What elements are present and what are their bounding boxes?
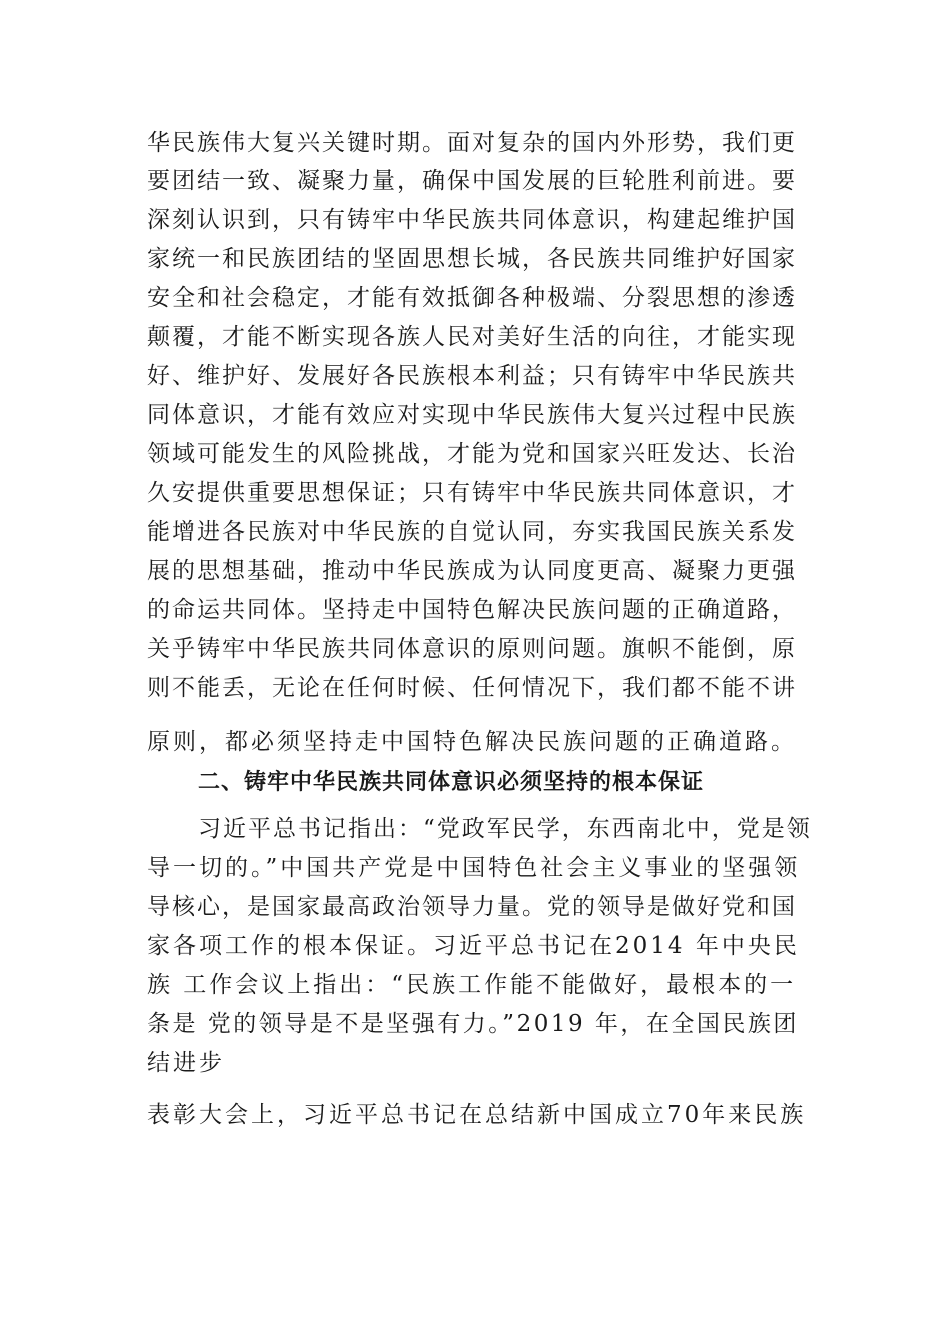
text-line: 展的思想基础，推动中华民族成为认同度更高、凝聚力更强 xyxy=(147,558,797,584)
text-line: 家各项工作的根本保证。习近平总书记在2014 年中央民 xyxy=(147,933,800,959)
text-line: 安全和社会稳定，才能有效抵御各种极端、分裂思想的渗透 xyxy=(147,285,797,311)
text-line: 领域可能发生的风险挑战，才能为党和国家兴旺发达、长治 xyxy=(147,441,797,467)
text-line: 结进步 xyxy=(147,1050,225,1076)
text-line: 导核心，是国家最高政治领导力量。党的领导是做好党和国 xyxy=(147,894,797,920)
text-line: 原则，都必须坚持走中国特色解决民族问题的正确道路。 xyxy=(147,729,797,755)
text-line: 能增进各民族对中华民族的自觉认同，夯实我国民族关系发 xyxy=(147,519,797,545)
text-line: 华民族伟大复兴关键时期。面对复杂的国内外形势，我们更 xyxy=(147,130,797,156)
text-line: 颠覆，才能不断实现各族人民对美好生活的向往，才能实现 xyxy=(147,324,797,350)
text-line: 的命运共同体。坚持走中国特色解决民族问题的正确道路， xyxy=(147,597,797,623)
text-line: 家统一和民族团结的坚固思想长城，各民族共同维护好国家 xyxy=(147,246,797,272)
section-heading: 二、铸牢中华民族共同体意识必须坚持的根本保证 xyxy=(198,770,705,795)
text-line: 久安提供重要思想保证；只有铸牢中华民族共同体意识，才 xyxy=(147,480,797,506)
text-line: 习近平总书记指出：“党政军民学，东西南北中，党是领 xyxy=(198,816,812,842)
text-line: 关乎铸牢中华民族共同体意识的原则问题。旗帜不能倒，原 xyxy=(147,636,797,662)
text-line: 深刻认识到，只有铸牢中华民族共同体意识，构建起维护国 xyxy=(147,207,797,233)
text-line: 条是 党的领导是不是坚强有力。”2019 年，在全国民族团 xyxy=(147,1011,799,1037)
text-line: 则不能丢，无论在任何时候、任何情况下，我们都不能不讲 xyxy=(147,675,797,701)
text-line: 同体意识，才能有效应对实现中华民族伟大复兴过程中民族 xyxy=(147,402,797,428)
text-line: 导一切的。”中国共产党是中国特色社会主义事业的坚强领 xyxy=(147,855,801,881)
text-line: 要团结一致、凝聚力量，确保中国发展的巨轮胜利前进。要 xyxy=(147,168,797,194)
text-line: 表彰大会上，习近平总书记在总结新中国成立70年来民族 xyxy=(147,1102,807,1128)
text-line: 族 工作会议上指出：“民族工作能不能做好，最根本的一 xyxy=(147,972,797,998)
text-line: 好、维护好、发展好各民族根本利益；只有铸牢中华民族共 xyxy=(147,363,797,389)
